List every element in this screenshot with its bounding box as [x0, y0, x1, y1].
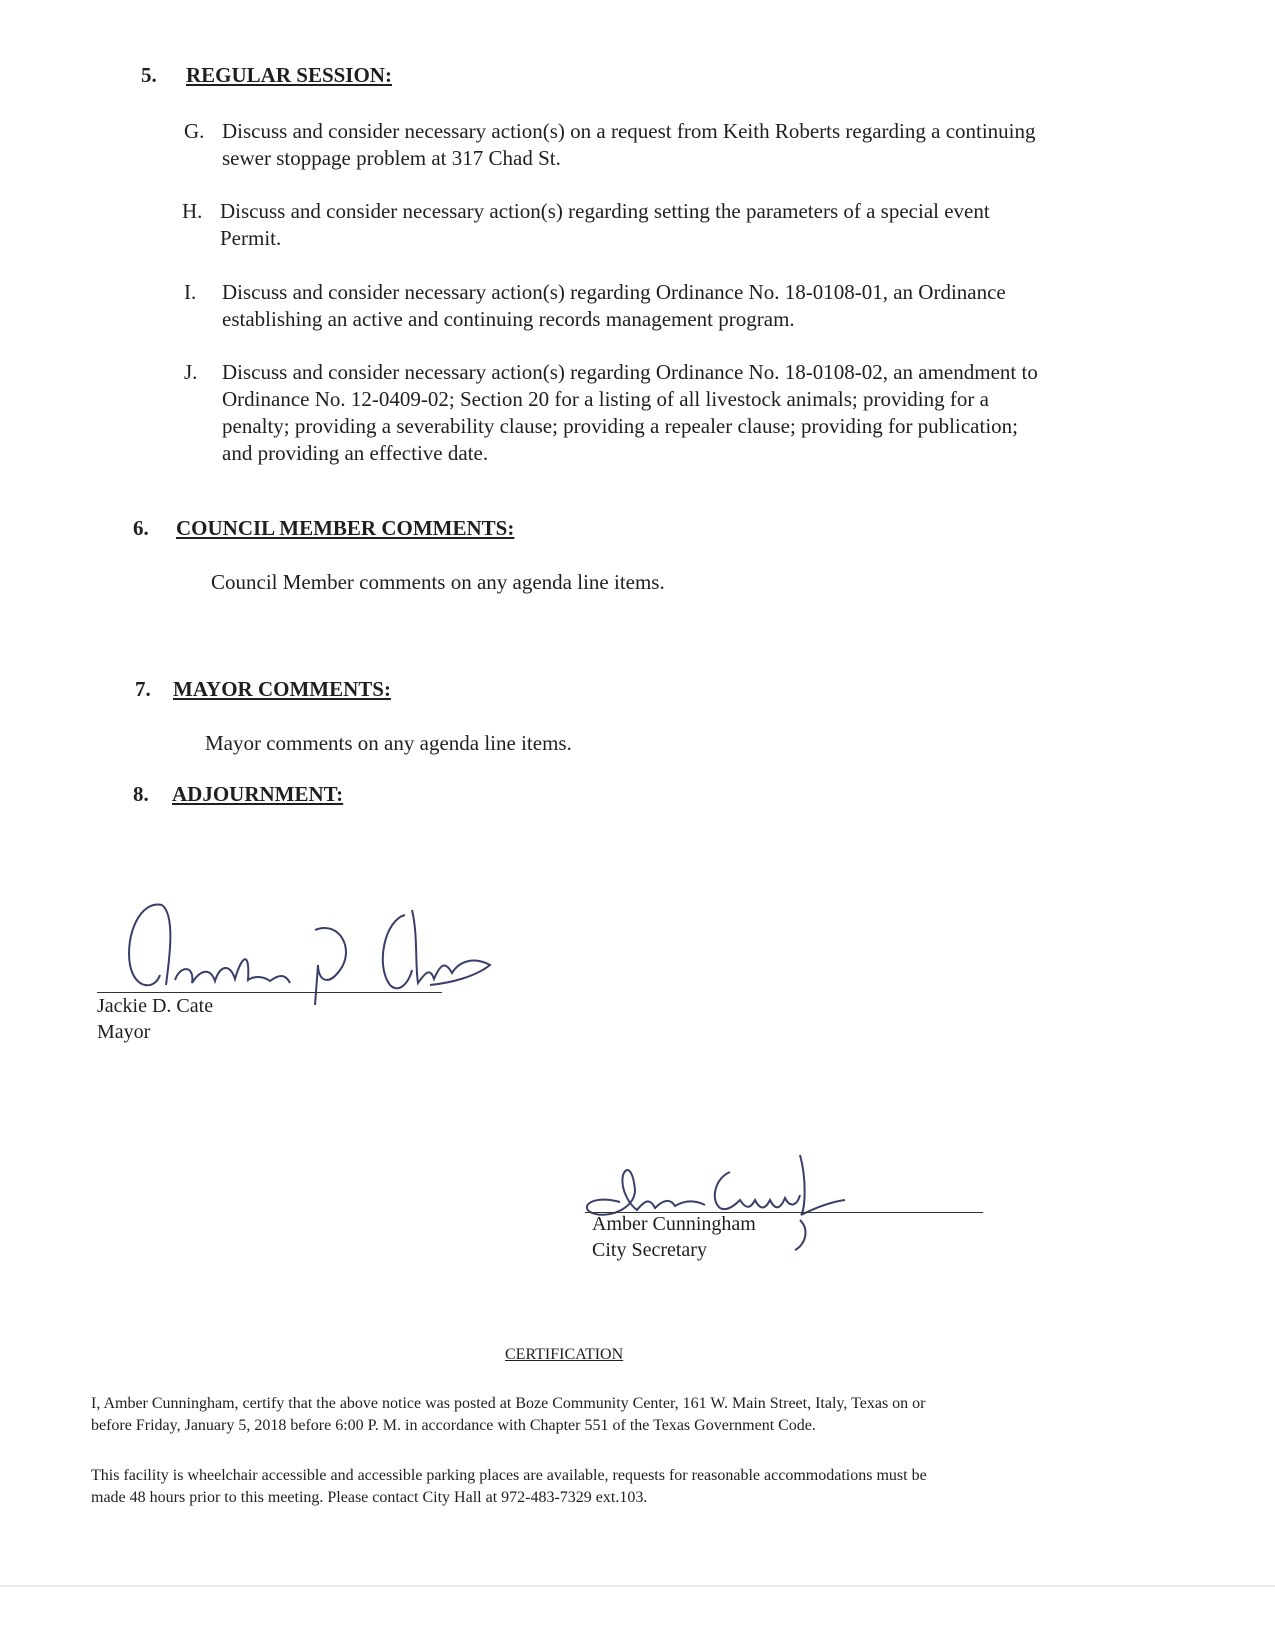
item-letter: I. — [184, 280, 197, 304]
agenda-item-h — [182, 198, 1082, 258]
section-5-heading — [141, 63, 392, 88]
mayor-name: Jackie D. Cate — [97, 995, 214, 1017]
agenda-item-g — [184, 118, 1084, 178]
agenda-item-i — [184, 279, 1084, 339]
section-number: 7. — [135, 677, 151, 701]
certification-title: CERTIFICATION — [505, 1346, 624, 1363]
item-line: sewer stoppage problem at 317 Chad St. — [222, 146, 561, 170]
secretary-title: City Secretary — [592, 1239, 707, 1261]
section-title: MAYOR COMMENTS: — [173, 677, 391, 701]
item-text — [222, 359, 1038, 467]
accessibility-notice — [91, 1465, 1141, 1509]
item-line: Discuss and consider necessary action(s) regarding Ordinance No. 18-0108-02, an amendment to — [222, 360, 1038, 384]
item-text — [220, 198, 990, 252]
section-number: 8. — [133, 782, 149, 806]
section-7-body: Mayor comments on any agenda line items. — [205, 731, 572, 755]
item-line: Permit. — [220, 226, 282, 250]
item-letter: H. — [182, 199, 203, 223]
item-text — [222, 279, 1006, 333]
mayor-title: Mayor — [97, 1021, 151, 1043]
section-6-heading — [133, 516, 515, 541]
certification-statement — [91, 1393, 1141, 1437]
item-letter: G. — [184, 119, 205, 143]
accessibility-line: This facility is wheelchair accessible and accessible parking places are available, requests for reasonable accommodations must be — [91, 1467, 927, 1484]
accessibility-line: made 48 hours prior to this meeting. Please contact City Hall at 972-483-7329 ext.103. — [91, 1489, 648, 1506]
item-line: and providing an effective date. — [222, 441, 489, 465]
section-7-heading — [135, 677, 391, 702]
item-line: Discuss and consider necessary action(s) on a request from Keith Roberts regarding a continuing — [222, 119, 1036, 143]
section-title: REGULAR SESSION: — [186, 63, 392, 87]
section-8-heading — [133, 782, 344, 807]
item-line: Discuss and consider necessary action(s) regarding setting the parameters of a special event — [220, 199, 990, 223]
item-line: penalty; providing a severability clause; providing a repealer clause; providing for publication; — [222, 414, 1019, 438]
section-title: COUNCIL MEMBER COMMENTS: — [176, 516, 515, 540]
item-text — [222, 118, 1036, 172]
certification-line: I, Amber Cunningham, certify that the above notice was posted at Boze Community Center, 161 W. Main Street, Italy, Texas on or — [91, 1395, 926, 1412]
item-line: establishing an active and continuing records management program. — [222, 307, 795, 331]
mayor-signature — [100, 895, 500, 1005]
section-title: ADJOURNMENT: — [172, 782, 344, 806]
agenda-item-j — [184, 359, 1084, 469]
secretary-name: Amber Cunningham — [592, 1213, 756, 1235]
item-line: Discuss and consider necessary action(s) regarding Ordinance No. 18-0108-01, an Ordinance — [222, 280, 1006, 304]
scan-edge-divider — [0, 1585, 1275, 1587]
mayor-signature-line — [97, 992, 442, 993]
certification-line: before Friday, January 5, 2018 before 6:00 P. M. in accordance with Chapter 551 of the Texas Government Code. — [91, 1417, 816, 1434]
section-number: 5. — [141, 63, 157, 87]
section-6-body: Council Member comments on any agenda line items. — [211, 570, 665, 594]
section-number: 6. — [133, 516, 149, 540]
item-line: Ordinance No. 12-0409-02; Section 20 for a listing of all livestock animals; providing for a — [222, 387, 989, 411]
item-letter: J. — [184, 360, 198, 384]
